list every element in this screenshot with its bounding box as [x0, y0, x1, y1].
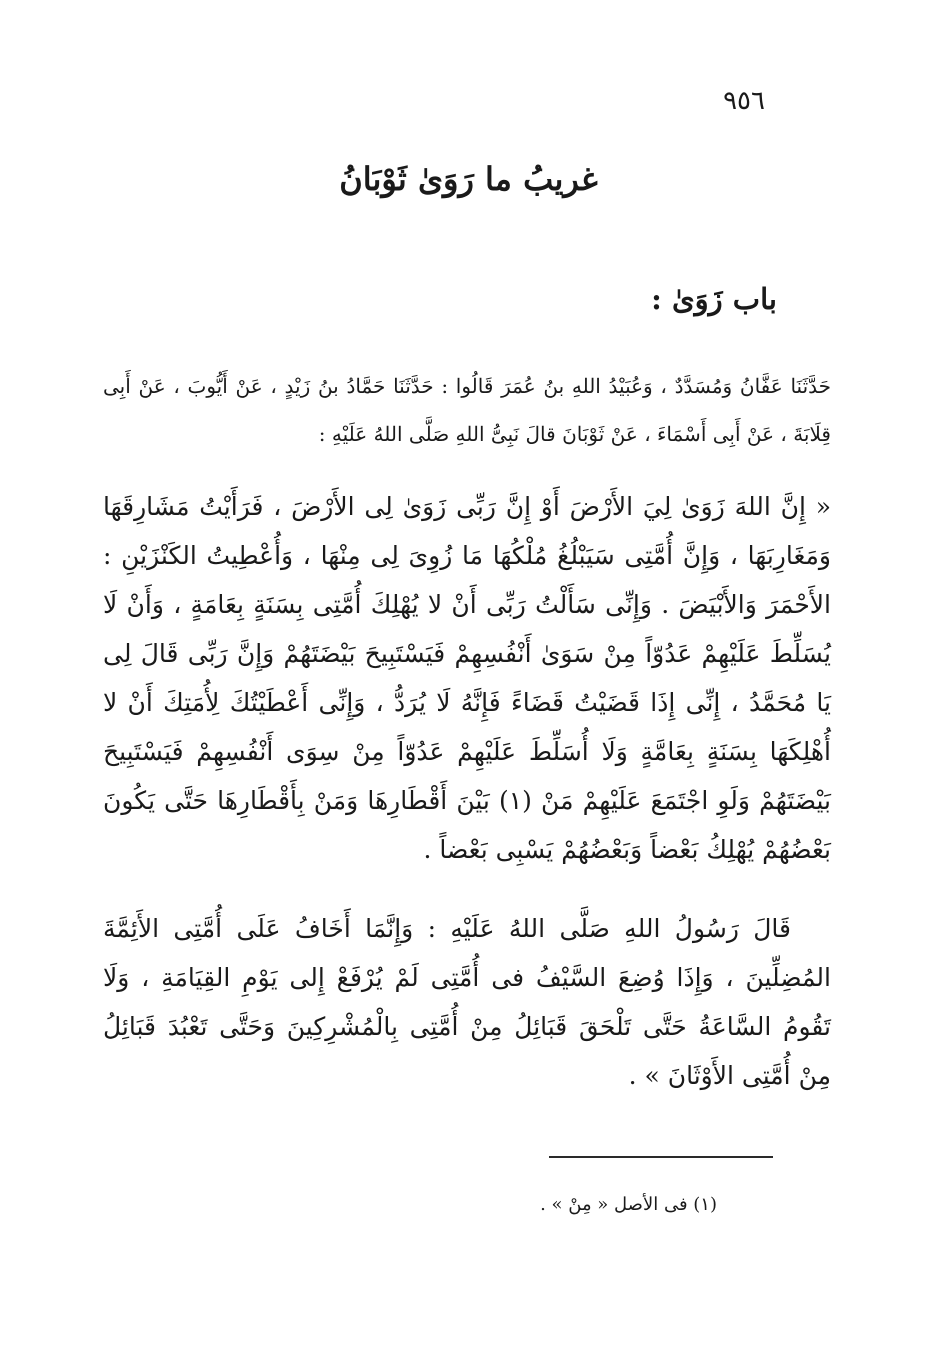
page-number: ٩٥٦: [723, 86, 765, 116]
hadith-text-paragraph-2: قَالَ رَسُولُ اللهِ صَلَّى اللهُ عَلَيْهِ : وَإِنَّمَا أَخَافُ عَلَى أُمَّتِى الأَئِمَّةَ المُضِلِّينَ ، وَإِذَا وُضِعَ السَّيْفُ فى أُمَّتِى لَمْ يُرْفَعْ إِلى يَوْمِ القِيَامَةِ ، وَلَا تَقُومُ السَّاعَةُ حَتَّى تَلْحَقَ قَبَائِلُ مِنْ أُمَّتِى بِالْمُشْرِكِينَ وَحَتَّى تَعْبُدَ قَبَائِلُ مِنْ أُمَّتِى الأَوْثَانَ » .: [103, 914, 831, 1090]
chapter-title: غريبُ ما رَوَىٰ ثَوْبَانُ: [339, 160, 598, 198]
hadith-text-paragraph-1: « إِنَّ اللهَ زَوَىٰ لِيَ الأَرْضَ أَوْ إِنَّ رَبِّى زَوَىٰ لِى الأَرْضَ ، فَرَأَيْتُ مَشَارِقَهَا وَمَغَارِبَهَا ، وَإِنَّ أُمَّتِى سَيَبْلُغُ مُلْكُهَا مَا زُوِىَ لِى مِنْهَا ، وَأُعْطِيتُ الكَنْزَيْنِ : الأَحْمَرَ وَالأَبْيَضَ . وَإِنِّى سَأَلْتُ رَبِّى أَنْ لا يُهْلِكَ أُمَّتِى بِسَنَةٍ بِعَامَةٍ ، وَأَنْ لَا يُسَلِّطَ عَلَيْهِمْ عَدُوّاً مِنْ سَوَىٰ أَنْفُسِهِمْ فَيَسْتَبِيحَ بَيْضَتَهُمْ وَإِنَّ رَبِّى قَالَ لِى يَا مُحَمَّدُ ، إِنِّى إِذَا قَضَيْتُ قَضَاءً فَإِنَّهُ لَا يُرَدُّ ، وَإِنِّى أَعْطَيْتُكَ لِأُمَتِكَ أَنْ لا أُهْلِكَهَا بِسَنَةٍ بِعَامَّةٍ وَلَا أُسَلِّطَ عَلَيْهِمْ عَدُوّاً مِنْ سِوَى أَنْفُسِهِمْ فَيَسْتَبِيحَ بَيْضَتَهُمْ وَلَوِ اجْتَمَعَ عَلَيْهِمْ مَنْ (١) بَيْنَ أَقْطَارِهَا وَمَنْ بِأَقْطَارِهَا حَتَّى يَكُونَ بَعْضُهُمْ يُهْلِكُ بَعْضاً وَبَعْضُهُمْ يَسْبِى بَعْضاً .: [103, 492, 831, 864]
isnad-paragraph: حَدَّثَنَا عَفَّانُ وَمُسَدَّدٌ ، وَعُبَيْدُ اللهِ بنُ عُمَرَ قَالُوا : حَدَّثَنَا حَمَّادُ بنُ زَيْدٍ ، عَنْ أَيُّوبَ ، عَنْ أَبِى قِلَابَةَ ، عَنْ أَبِى أَسْمَاءَ ، عَنْ ثَوْبَانَ قالَ نَبِىُّ اللهِ صَلَّى اللهُ عَلَيْهِ :: [103, 374, 831, 446]
footnote-divider: [549, 1156, 773, 1158]
section-heading: باب زَوَىٰ :: [651, 282, 777, 316]
footnote: (١) فى الأصل « مِنْ » .: [540, 1194, 717, 1215]
